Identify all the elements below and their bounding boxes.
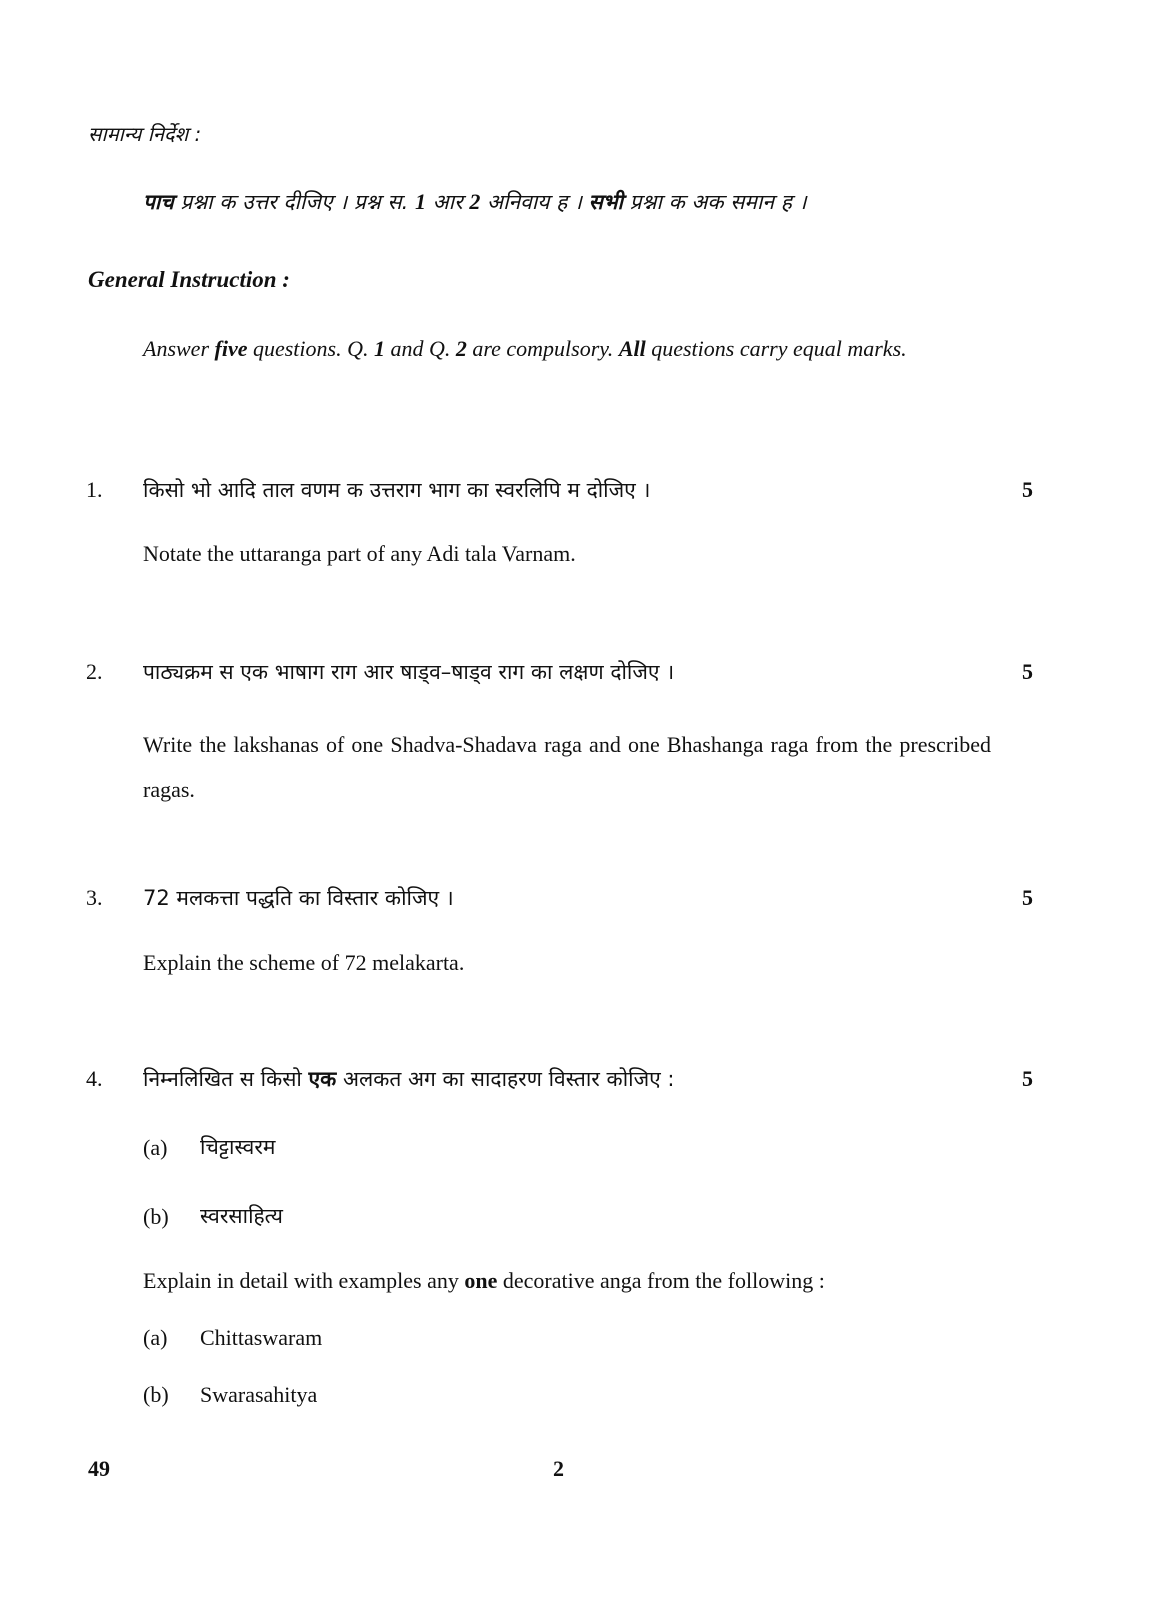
- option-label: (a): [143, 1325, 168, 1350]
- question-marks: 5: [1022, 885, 1033, 910]
- hindi-q1-num: 1: [414, 189, 426, 214]
- text: अलकत अग का सादाहरण विस्तार कोजिए :: [336, 1067, 675, 1091]
- text: questions carry equal marks.: [645, 336, 907, 361]
- paper-code: 49: [88, 1456, 110, 1481]
- question-hindi: 72 मलकत्ता पद्धति का विस्तार कोजिए ।: [143, 886, 454, 910]
- question-marks: 5: [1022, 1066, 1033, 1091]
- question-english: [143, 1268, 825, 1294]
- question-marks: 5: [1022, 659, 1033, 684]
- text: questions. Q.: [247, 336, 374, 361]
- text: Answer: [143, 336, 215, 361]
- question-number: 3.: [86, 885, 103, 910]
- q1-num: 1: [373, 336, 385, 361]
- q2-num: 2: [455, 336, 467, 361]
- question-number: 2.: [86, 659, 103, 684]
- option-text: स्वरसाहित्य: [200, 1204, 283, 1228]
- hindi-general-instruction: [143, 188, 807, 216]
- question-hindi: [143, 1065, 675, 1093]
- option-text: चिट्टास्वरम: [200, 1135, 276, 1159]
- english-general-heading: General Instruction :: [88, 267, 290, 292]
- option-label: (a): [143, 1135, 168, 1160]
- one-bold: one: [464, 1268, 498, 1293]
- hindi-text: प्रश्ना क उत्तर दीजिए । प्रश्न स.: [173, 190, 415, 214]
- question-english: Explain the scheme of 72 melakarta.: [143, 950, 465, 975]
- hindi-q2-num: 2: [469, 189, 481, 214]
- option-label: (b): [143, 1204, 169, 1229]
- question-marks: 5: [1022, 477, 1033, 502]
- all-bold: All: [618, 336, 646, 361]
- one-bold: एक: [308, 1067, 337, 1091]
- text: and Q.: [384, 336, 456, 361]
- option-text: Swarasahitya: [200, 1382, 318, 1407]
- question-english: Write the lakshanas of one Shadva-Shadava raga and one Bhashanga raga from the prescribed ragas.: [143, 732, 991, 802]
- question-number: 4.: [86, 1066, 103, 1091]
- option-label: (b): [143, 1382, 169, 1407]
- option-text: Chittaswaram: [200, 1325, 323, 1350]
- question-number: 1.: [86, 477, 103, 502]
- question-english: Notate the uttaranga part of any Adi tala Varnam.: [143, 541, 576, 566]
- five-bold: five: [214, 336, 248, 361]
- hindi-text: प्रश्ना क अक समान ह ।: [623, 190, 807, 214]
- page-number: 2: [553, 1456, 564, 1481]
- hindi-five-bold: पाच: [143, 190, 174, 214]
- question-hindi: किसो भो आदि ताल वणम क उत्तराग भाग का स्वरलिपि म दोजिए ।: [143, 478, 651, 502]
- hindi-all-bold: सभी: [588, 190, 623, 214]
- question-hindi: पाठ्यक्रम स एक भाषाग राग आर षाड्व–षाड्व राग का लक्षण दोजिए ।: [143, 660, 675, 684]
- english-general-instruction: [143, 336, 907, 362]
- hindi-general-heading: सामान्य निर्देश :: [88, 122, 202, 146]
- hindi-text: अनिवाय ह ।: [480, 190, 589, 214]
- text: Explain in detail with examples any: [143, 1268, 465, 1293]
- hindi-text: आर: [425, 190, 470, 214]
- text: are compulsory.: [466, 336, 619, 361]
- text: निम्नलिखित स किसो: [143, 1067, 309, 1091]
- text: decorative anga from the following :: [497, 1268, 825, 1293]
